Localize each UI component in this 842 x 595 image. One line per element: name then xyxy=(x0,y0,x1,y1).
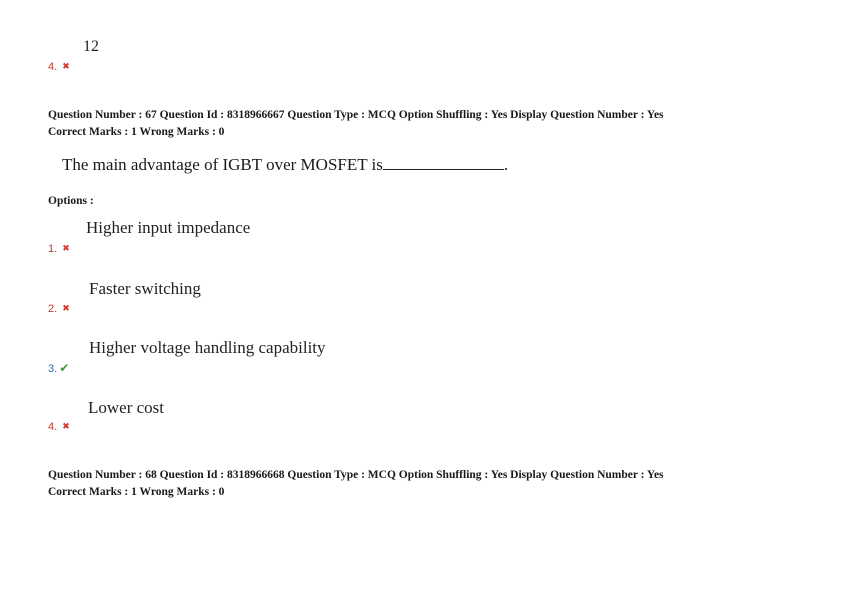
question-end: . xyxy=(503,155,509,174)
check-icon: ✔ xyxy=(59,361,70,375)
previous-option-marker xyxy=(48,57,70,75)
next-question-marks: Correct Marks : 1 Wrong Marks : 0 xyxy=(48,486,225,498)
option-text: Higher voltage handling capability xyxy=(89,338,326,357)
options-label: Options : xyxy=(48,195,94,207)
option-number: 2. xyxy=(48,303,58,315)
cross-icon: ✖ xyxy=(62,422,70,432)
option-number: 1. xyxy=(48,243,58,255)
previous-option-value: 12 xyxy=(83,38,99,55)
question-meta: Question Number : 67 Question Id : 8318966667 Question Type : MCQ Option Shuffling : Yes Display Question Number : Yes xyxy=(48,109,664,121)
option-number: 3. xyxy=(48,363,58,375)
option-text: Lower cost xyxy=(88,398,165,417)
option-number: 4. xyxy=(48,61,58,73)
option-marker xyxy=(48,417,70,435)
option-marker xyxy=(48,359,69,377)
question-stem: The main advantage of IGBT over MOSFET is xyxy=(62,155,383,174)
cross-icon: ✖ xyxy=(62,62,70,72)
option-number: 4. xyxy=(48,421,58,433)
next-question-meta: Question Number : 68 Question Id : 8318966668 Question Type : MCQ Option Shuffling : Yes Display Question Number : Yes xyxy=(48,469,664,481)
answer-blank xyxy=(383,155,504,170)
option-marker xyxy=(48,299,70,317)
question-marks: Correct Marks : 1 Wrong Marks : 0 xyxy=(48,126,225,138)
option-text: Faster switching xyxy=(89,279,201,298)
question-text xyxy=(62,155,508,175)
option-text: Higher input impedance xyxy=(86,218,251,237)
cross-icon: ✖ xyxy=(62,304,70,314)
cross-icon: ✖ xyxy=(62,244,70,254)
option-marker xyxy=(48,239,70,257)
